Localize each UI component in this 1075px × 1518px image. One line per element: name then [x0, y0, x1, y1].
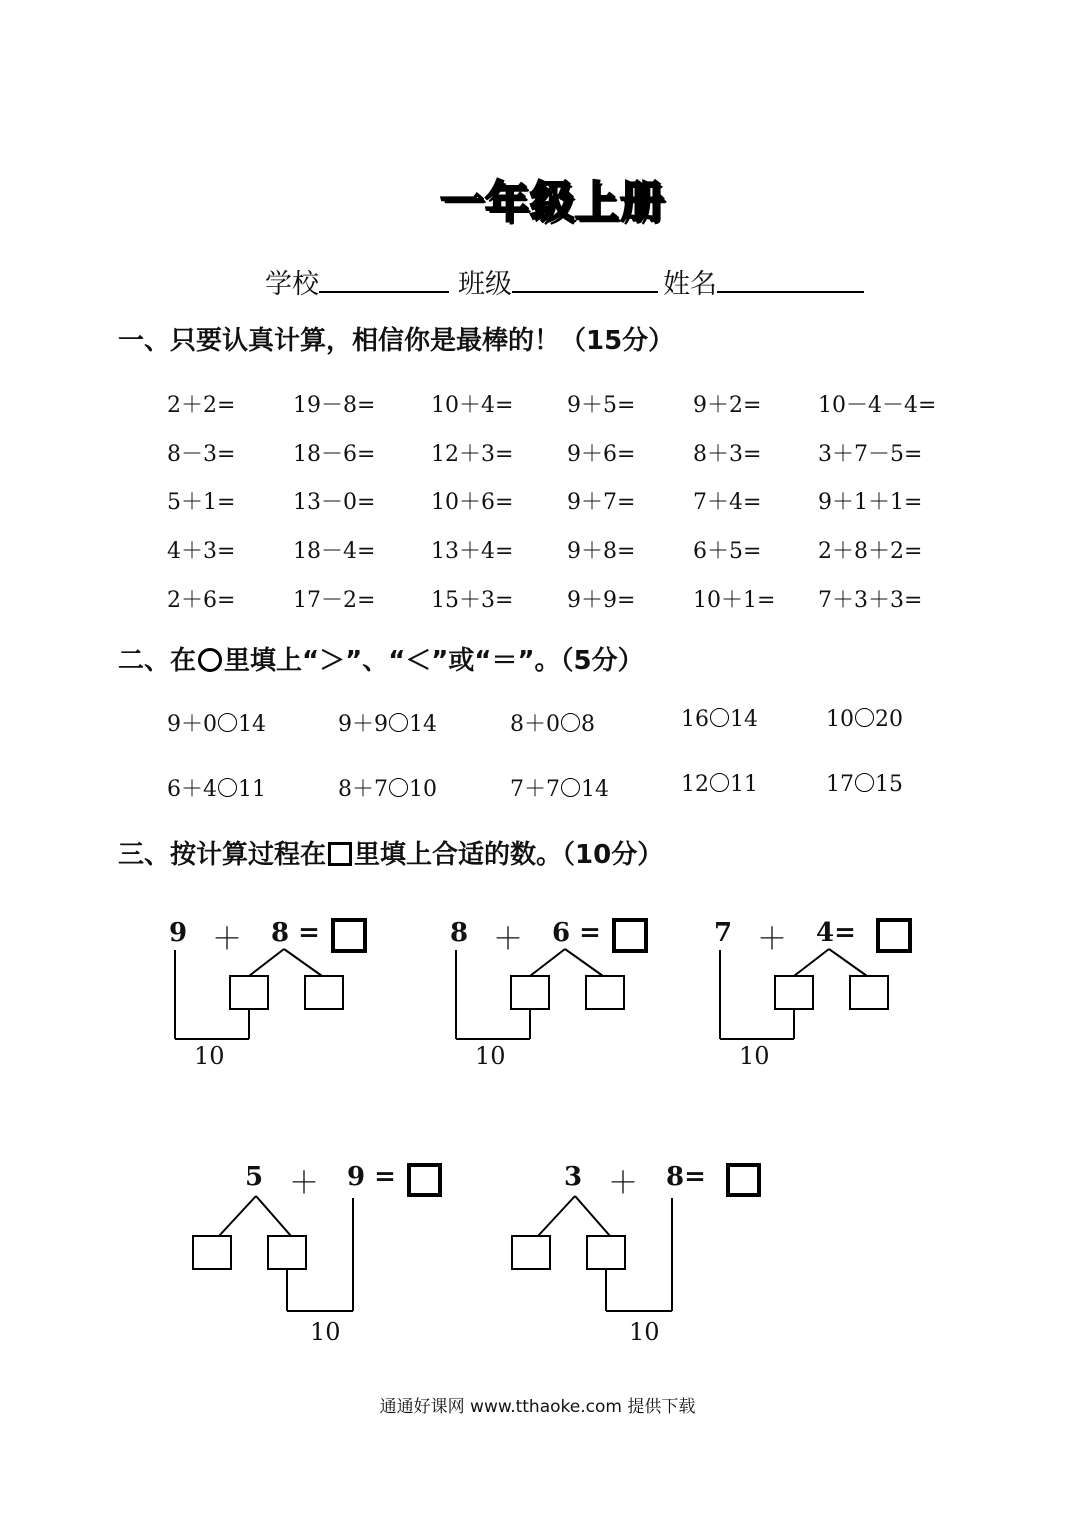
connector-line [284, 949, 322, 976]
calc-problem[interactable]: 9＋2= [693, 393, 762, 418]
calc-problem[interactable]: 19－8= [293, 393, 376, 418]
split-box[interactable] [193, 1236, 231, 1269]
compare-left: 8＋0 [510, 712, 560, 737]
result-box[interactable] [409, 1165, 440, 1195]
plus-sign: ＋ [212, 922, 242, 957]
calc-problem[interactable]: 12＋3= [431, 442, 514, 467]
calc-problem[interactable]: 9＋9= [567, 588, 636, 613]
calc-problem[interactable]: 10－4－4= [818, 393, 937, 418]
calc-problem[interactable]: 2＋8＋2= [818, 539, 923, 564]
connector-line [829, 949, 867, 976]
connector-line [249, 949, 284, 976]
calc-problem[interactable]: 13＋4= [431, 539, 514, 564]
ten-label: 10 [629, 1318, 660, 1346]
compare-right: 11 [730, 772, 758, 797]
result-box[interactable] [728, 1165, 759, 1195]
addend-a: 9 [169, 918, 188, 948]
compare-right: 15 [875, 772, 903, 797]
calc-problem[interactable]: 6＋5= [693, 539, 762, 564]
compare-right: 14 [730, 707, 758, 732]
compare-left: 12 [681, 772, 709, 797]
calc-problem[interactable]: 2＋2= [167, 393, 236, 418]
plus-sign: ＋ [493, 922, 523, 957]
addend-a: 3 [564, 1162, 583, 1192]
connector-line [794, 949, 829, 976]
calc-problem[interactable]: 10＋4= [431, 393, 514, 418]
addend-b: 4= [816, 918, 856, 948]
split-box[interactable] [586, 976, 624, 1009]
calc-problem[interactable]: 5＋1= [167, 490, 236, 515]
split-box[interactable] [511, 976, 549, 1009]
addend-b: 9 = [347, 1162, 396, 1192]
calc-problem[interactable]: 17－2= [293, 588, 376, 613]
compare-left: 16 [681, 707, 709, 732]
calc-problem[interactable]: 9＋6= [567, 442, 636, 467]
calc-problem[interactable]: 3＋7－5= [818, 442, 923, 467]
ten-label: 10 [310, 1318, 341, 1346]
calc-problem[interactable]: 10＋6= [431, 490, 514, 515]
split-box[interactable] [587, 1236, 625, 1269]
school-label: 学校 [265, 269, 319, 300]
calc-problem[interactable]: 4＋3= [167, 539, 236, 564]
ten-label: 10 [739, 1042, 770, 1070]
section1-heading: 一、只要认真计算，相信你是最棒的！（15分） [118, 326, 675, 356]
connector-line [530, 949, 565, 976]
compare-right: 14 [238, 712, 266, 737]
plus-sign: ＋ [757, 922, 787, 957]
connector-line [256, 1196, 291, 1236]
calc-problem[interactable]: 8＋3= [693, 442, 762, 467]
compare-left: 9＋0 [167, 712, 217, 737]
compare-right: 11 [238, 777, 266, 802]
split-box[interactable] [775, 976, 813, 1009]
split-box[interactable] [230, 976, 268, 1009]
compare-left: 8＋7 [338, 777, 388, 802]
compare-right: 20 [875, 707, 903, 732]
addend-a: 5 [245, 1162, 264, 1192]
split-box[interactable] [512, 1236, 550, 1269]
split-box[interactable] [305, 976, 343, 1009]
calc-problem[interactable]: 10＋1= [693, 588, 776, 613]
calc-problem[interactable]: 15＋3= [431, 588, 514, 613]
addend-a: 7 [714, 918, 733, 948]
calc-problem[interactable]: 8－3= [167, 442, 236, 467]
result-box[interactable] [878, 920, 910, 951]
connector-line [538, 1196, 575, 1236]
ten-label: 10 [475, 1042, 506, 1070]
class-label: 班级 [458, 269, 512, 300]
calc-problem[interactable]: 9＋5= [567, 393, 636, 418]
addend-b: 8= [666, 1162, 706, 1192]
connector-line [575, 1196, 610, 1236]
footer: 通通好课网 www.tthaoke.com 提供下载 [379, 1397, 696, 1417]
addend-b: 8 = [271, 918, 320, 948]
split-box[interactable] [268, 1236, 306, 1269]
section2-heading-before: 二、在 [118, 646, 197, 676]
compare-left: 10 [826, 707, 854, 732]
result-box[interactable] [614, 920, 646, 951]
calc-problem[interactable]: 18－4= [293, 539, 376, 564]
calc-problem[interactable]: 18－6= [293, 442, 376, 467]
plus-sign: ＋ [608, 1166, 638, 1201]
section3-heading-before: 三、按计算过程在 [118, 840, 327, 870]
compare-right: 14 [409, 712, 437, 737]
result-box[interactable] [333, 920, 365, 951]
name-label: 姓名 [663, 269, 717, 300]
calc-problem[interactable]: 9＋7= [567, 490, 636, 515]
compare-right: 8 [581, 712, 595, 737]
ten-label: 10 [194, 1042, 225, 1070]
addend-b: 6 = [552, 918, 601, 948]
calc-problem[interactable]: 9＋8= [567, 539, 636, 564]
section3-heading-after: 里填上合适的数。（10分） [354, 840, 664, 870]
calc-problem[interactable]: 7＋3＋3= [818, 588, 923, 613]
compare-left: 6＋4 [167, 777, 217, 802]
compare-right: 10 [409, 777, 437, 802]
addend-a: 8 [450, 918, 469, 948]
connector-line [219, 1196, 256, 1236]
calc-problem[interactable]: 2＋6= [167, 588, 236, 613]
calc-problem[interactable]: 9＋1＋1= [818, 490, 923, 515]
compare-left: 17 [826, 772, 854, 797]
compare-right: 14 [581, 777, 609, 802]
plus-sign: ＋ [289, 1166, 319, 1201]
connector-line [565, 949, 603, 976]
compare-left: 7＋7 [510, 777, 560, 802]
page-title: 一年级上册 [440, 177, 665, 228]
split-box[interactable] [850, 976, 888, 1009]
section2-heading-after: 里填上“＞”、“＜”或“＝”。（5分） [224, 646, 644, 676]
compare-left: 9＋9 [338, 712, 388, 737]
calc-problem[interactable]: 7＋4= [693, 490, 762, 515]
calc-problem[interactable]: 13－0= [293, 490, 376, 515]
